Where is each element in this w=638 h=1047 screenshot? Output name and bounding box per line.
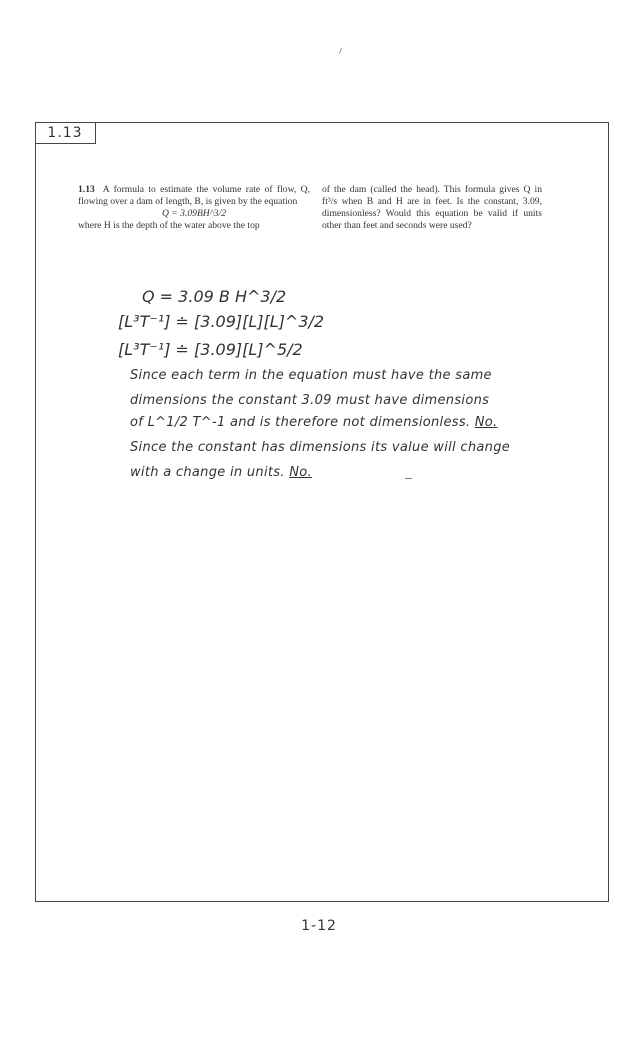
- solution-text-dimensions: of L^1/2 T^-1 and is therefore not dimensionless.: [130, 415, 471, 430]
- problem-number-tab: 1.13: [35, 122, 96, 144]
- problem-statement-right: [322, 184, 542, 232]
- problem-statement-left: [78, 184, 310, 232]
- problem-text-question: of the dam (called the head). This formula gives Q in ft³/s when B and H are in feet. Is the constant, 3.09, dimensionless? Would this equation be valid if units other than feet and seconds were used?: [322, 184, 542, 231]
- problem-equation: Q = 3.09BH^3/2: [161, 208, 227, 219]
- solution-text-units: with a change in units.: [130, 465, 285, 480]
- answer-not-valid: No.: [289, 465, 312, 480]
- problem-text-continued: where H is the depth of the water above the top: [78, 220, 260, 231]
- solution-text-line-3: [130, 415, 497, 430]
- solution-text-line-2: dimensions the constant 3.09 must have dimensions: [130, 393, 490, 408]
- solution-frame: [35, 122, 609, 902]
- solution-text-line-4: Since the constant has dimensions its value will change: [130, 440, 511, 455]
- solution-equation-3: [L³T⁻¹] ≐ [3.09][L]^5/2: [118, 340, 303, 359]
- problem-text-intro: A formula to estimate the volume rate of flow, Q, flowing over a dam of length, B, is given by the equation: [78, 184, 310, 207]
- answer-not-dimensionless: No.: [474, 415, 498, 430]
- page-number: 1-12: [301, 918, 337, 934]
- solution-text-line-5: [130, 465, 312, 480]
- problem-number: 1.13: [78, 184, 95, 195]
- solution-text-line-1: Since each term in the equation must have the same: [130, 368, 492, 383]
- solution-equation-1: Q = 3.09 B H^3/2: [142, 287, 287, 306]
- stray-dash-mark: [405, 478, 412, 479]
- solution-equation-2: [L³T⁻¹] ≐ [3.09][L][L]^3/2: [118, 312, 325, 331]
- stray-pen-mark: [339, 48, 342, 54]
